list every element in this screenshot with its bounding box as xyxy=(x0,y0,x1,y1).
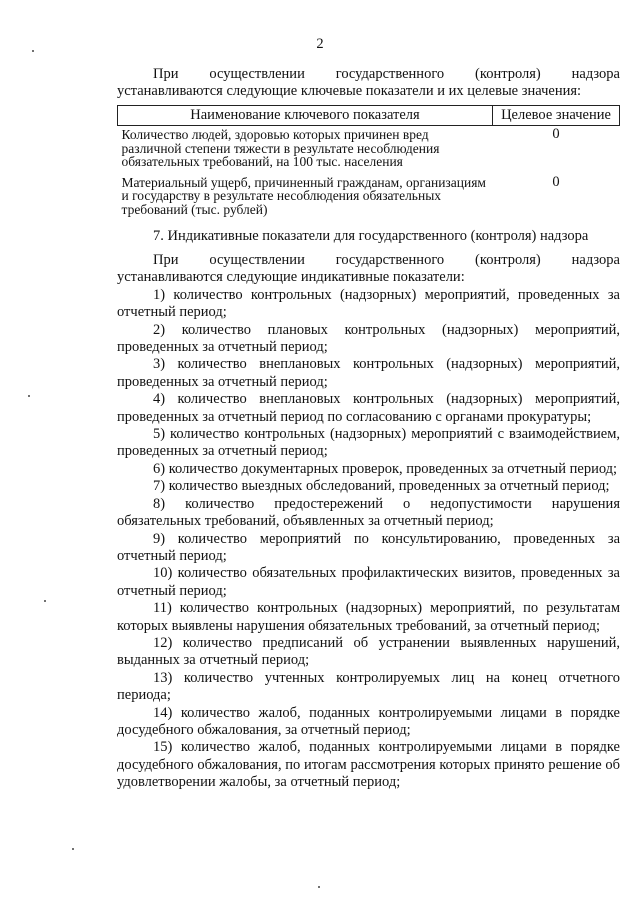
intro-paragraph: При осуществлении государственного (контроля) надзора устанавливаются следующие ключевые показатели и их целевые значения: xyxy=(117,66,620,100)
list-item: 8) количество предостережений о недопустимости нарушения обязательных требований, объявленных за отчетный период; xyxy=(117,495,620,530)
table-header-row xyxy=(118,106,620,126)
scan-speck xyxy=(318,886,320,888)
table-row xyxy=(118,169,620,217)
list-item: 9) количество мероприятий по консультированию, проведенных за отчетный период; xyxy=(117,530,620,564)
list-item: 6) количество документарных проверок, проведенных за отчетный период; xyxy=(153,460,618,477)
list-item: 1) количество контрольных (надзорных) мероприятий, проведенных за отчетный период; xyxy=(117,286,620,321)
scan-speck xyxy=(28,395,30,397)
list-item: 15) количество жалоб, поданных контролируемыми лицами в порядке досудебного обжалования, по итогам рассмотрения которых принято решение об удовлетворении жалобы, за отчетный период; xyxy=(117,739,620,791)
list-item: 13) количество учтенных контролируемых лиц на конец отчетного периода; xyxy=(117,669,620,704)
list-item: 10) количество обязательных профилактических визитов, проведенных за отчетный период; xyxy=(117,565,620,599)
list-item: 3) количество внеплановых контрольных (надзорных) мероприятий, проведенных за отчетный период; xyxy=(117,356,620,390)
table-row xyxy=(118,126,620,169)
target-value: 0 xyxy=(552,173,560,190)
target-value: 0 xyxy=(552,126,560,142)
list-item: 14) количество жалоб, поданных контролируемыми лицами в порядке досудебного обжалования, за отчетный период; xyxy=(117,704,620,738)
page-number: 2 xyxy=(316,36,324,52)
section-heading: 7. Индикативные показатели для государственного (контроля) надзора xyxy=(153,228,589,244)
scan-speck xyxy=(72,848,74,850)
indicator-name: Количество людей, здоровью которых причинен вред различной степени тяжести в результате несоблюдения обязательных требований, на 100 тыс. населения xyxy=(121,127,440,169)
column-header: Целевое значение xyxy=(493,106,620,126)
list-item: 12) количество предписаний об устранении выявленных нарушений, выданных за отчетный период; xyxy=(117,634,620,669)
key-indicators-table xyxy=(117,105,620,216)
scan-speck xyxy=(44,600,46,602)
section-intro: При осуществлении государственного (контроля) надзора устанавливаются следующие индикативные показатели: xyxy=(117,252,620,286)
list-item: 11) количество контрольных (надзорных) мероприятий, по результатам которых выявлены нарушения обязательных требований, за отчетный период; xyxy=(117,600,620,634)
indicators-list xyxy=(117,252,620,792)
column-header: Наименование ключевого показателя xyxy=(118,106,493,126)
list-item: 4) количество внеплановых контрольных (надзорных) мероприятий, проведенных за отчетный период по согласованию с органами прокуратуры; xyxy=(117,391,620,425)
list-item: 7) количество выездных обследований, проведенных за отчетный период; xyxy=(153,478,610,495)
list-item: 2) количество плановых контрольных (надзорных) мероприятий, проведенных за отчетный период; xyxy=(117,321,620,356)
list-item: 5) количество контрольных (надзорных) мероприятий с взаимодействием, проведенных за отчетный период; xyxy=(117,426,620,460)
indicator-name: Материальный ущерб, причиненный гражданам, организациям и государству в результате несоблюдения обязательных требований (тыс. рублей) xyxy=(121,174,486,217)
scan-speck xyxy=(32,50,34,52)
